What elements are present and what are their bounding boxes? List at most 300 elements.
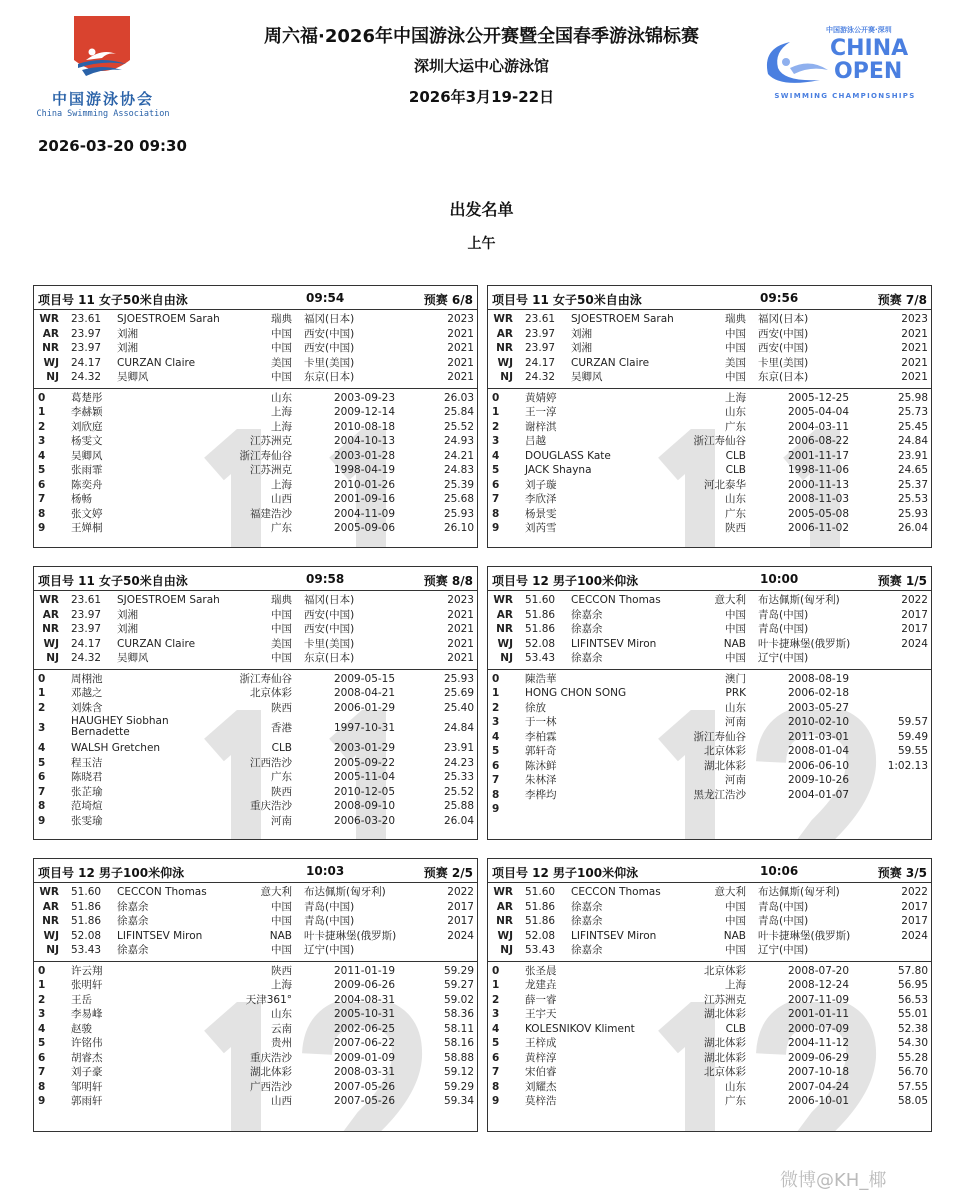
record-code: NR xyxy=(42,623,59,635)
records-table xyxy=(34,883,477,962)
lane-dob: 2004-11-09 xyxy=(334,507,396,520)
record-row xyxy=(488,651,931,666)
lane-dob: 2007-06-22 xyxy=(334,1037,396,1049)
lane-row xyxy=(488,463,931,478)
lane-team: 广东 xyxy=(271,771,292,783)
records-table xyxy=(34,591,477,670)
record-time: 53.43 xyxy=(525,652,556,664)
record-year: 2024 xyxy=(447,929,474,942)
record-name: CECCON Thomas xyxy=(571,594,661,606)
lane-time: 55.28 xyxy=(897,1051,928,1064)
lane-dob: 2006-03-20 xyxy=(334,814,396,827)
lane-dob: 2005-09-22 xyxy=(334,756,396,769)
lane-num: 0 xyxy=(38,964,46,977)
lane-team: PRK xyxy=(725,687,746,699)
lane-time: 24.65 xyxy=(897,464,928,476)
lane-dob: 2005-05-08 xyxy=(788,507,850,520)
record-code: WR xyxy=(39,313,59,325)
record-name: LIFINTSEV Miron xyxy=(571,637,657,650)
record-place: 布达佩斯(匈牙利) xyxy=(304,886,386,898)
lane-dob: 2009-06-29 xyxy=(788,1051,850,1064)
lane-team: 江苏洲克 xyxy=(250,464,292,476)
lane-dob: 2003-01-29 xyxy=(334,742,396,754)
lane-dob: 2005-11-04 xyxy=(334,771,396,783)
record-name: SJOESTROEM Sarah xyxy=(117,594,220,606)
record-place: 叶卡捷琳堡(俄罗斯) xyxy=(758,929,851,942)
record-place: 福冈(日本) xyxy=(304,313,355,325)
lane-row xyxy=(34,478,477,493)
record-cty: 中国 xyxy=(725,371,746,383)
lane-num: 7 xyxy=(492,1066,500,1078)
lane-dob: 2009-01-09 xyxy=(334,1051,396,1064)
lane-team: 山东 xyxy=(725,493,746,505)
lane-num: 0 xyxy=(492,964,500,977)
lane-time: 56.95 xyxy=(897,979,928,991)
lane-team: 北京体彩 xyxy=(704,745,746,757)
lane-row xyxy=(34,1094,477,1109)
lane-row xyxy=(34,978,477,993)
lane-row xyxy=(488,1022,931,1037)
record-place: 青岛(中国) xyxy=(758,915,809,927)
lane-dob: 2005-12-25 xyxy=(788,391,850,404)
lane-num: 1 xyxy=(492,979,500,991)
heat-time: 10:00 xyxy=(760,572,799,586)
lane-time: 25.93 xyxy=(443,507,474,520)
record-cty: 中国 xyxy=(271,623,292,635)
record-time: 24.32 xyxy=(71,652,102,664)
lane-time: 59.55 xyxy=(897,745,928,757)
lane-name: 刘姝含 xyxy=(71,701,103,714)
lane-dob: 2008-07-20 xyxy=(788,964,850,977)
record-place: 西安(中国) xyxy=(758,342,809,354)
lane-team: 福建浩沙 xyxy=(250,507,292,520)
record-row xyxy=(34,593,477,608)
lane-dob: 2004-10-13 xyxy=(334,435,396,447)
lane-name: 李欣泽 xyxy=(525,493,557,505)
lane-num: 3 xyxy=(492,716,500,728)
lane-num: 3 xyxy=(38,435,46,447)
lane-row xyxy=(34,701,477,716)
lane-name: HONG CHON SONG xyxy=(525,687,627,699)
lane-time: 58.88 xyxy=(443,1051,474,1064)
lane-num: 0 xyxy=(492,672,500,685)
record-code: NR xyxy=(496,342,513,354)
lane-name: 陈晓君 xyxy=(71,771,103,783)
lane-team: 陕西 xyxy=(271,964,292,977)
lane-list xyxy=(34,670,477,829)
lane-row xyxy=(488,715,931,730)
lane-team: 湖北体彩 xyxy=(704,1008,746,1020)
record-row xyxy=(488,327,931,342)
china-open-logo xyxy=(760,26,930,106)
record-year: 2023 xyxy=(447,594,474,606)
lane-dob: 1998-11-06 xyxy=(788,464,850,476)
lane-row xyxy=(34,492,477,507)
event-name: 项目号 11 女子50米自由泳 xyxy=(38,574,188,588)
lane-time: 25.52 xyxy=(443,420,474,433)
record-time: 23.97 xyxy=(71,608,102,621)
lane-num: 6 xyxy=(492,1051,500,1064)
lane-team: 河南 xyxy=(271,814,292,827)
record-year: 2021 xyxy=(447,356,474,369)
record-row xyxy=(34,370,477,385)
lane-team: 浙江寿仙谷 xyxy=(239,449,292,462)
lane-dob: 2007-10-18 xyxy=(788,1066,850,1078)
lane-dob: 1997-10-31 xyxy=(334,722,396,734)
lane-time: 59.29 xyxy=(443,1080,474,1093)
lane-time: 26.04 xyxy=(443,814,474,827)
record-code: WJ xyxy=(497,356,513,369)
lane-row xyxy=(488,1094,931,1109)
records-table xyxy=(488,591,931,670)
record-year: 2024 xyxy=(901,929,928,942)
lane-row xyxy=(488,744,931,759)
lane-dob: 2007-05-26 xyxy=(334,1095,396,1107)
record-code: AR xyxy=(42,327,59,340)
record-time: 51.60 xyxy=(71,886,102,898)
lane-name: WALSH Gretchen xyxy=(71,742,161,754)
records-table xyxy=(34,310,477,389)
record-place: 叶卡捷琳堡(俄罗斯) xyxy=(304,929,397,942)
heat-time: 09:54 xyxy=(306,291,345,305)
lane-team: CLB xyxy=(725,464,746,476)
record-year: 2017 xyxy=(901,623,928,635)
lane-time: 58.05 xyxy=(897,1095,928,1107)
lane-row xyxy=(488,759,931,774)
lane-name: 许铭伟 xyxy=(71,1037,103,1049)
lane-name: 薛一睿 xyxy=(525,993,557,1006)
lane-time: 25.93 xyxy=(897,507,928,520)
record-time: 24.32 xyxy=(71,371,102,383)
record-row xyxy=(488,900,931,915)
heat-header xyxy=(488,567,931,591)
lane-name: 陳浩華 xyxy=(525,672,557,685)
lane-row xyxy=(34,391,477,406)
lane-dob: 2004-01-07 xyxy=(788,788,850,801)
record-place: 卡里(美国) xyxy=(758,356,809,369)
record-time: 23.97 xyxy=(71,623,102,635)
lane-team: 广东 xyxy=(271,522,292,534)
lane-dob: 2009-12-14 xyxy=(334,406,396,418)
lane-name: 李易峰 xyxy=(71,1008,103,1020)
lane-num: 3 xyxy=(38,1008,46,1020)
lane-dob: 2008-08-19 xyxy=(788,672,850,685)
record-place: 西安(中国) xyxy=(304,623,355,635)
lane-time: 24.21 xyxy=(443,449,474,462)
lane-row xyxy=(34,741,477,756)
record-row xyxy=(488,593,931,608)
record-place: 东京(日本) xyxy=(304,371,355,383)
record-time: 52.08 xyxy=(71,929,102,942)
event-name: 项目号 11 女子50米自由泳 xyxy=(492,293,642,307)
lane-team: 香港 xyxy=(271,722,292,734)
lane-team: 湖北体彩 xyxy=(250,1066,292,1078)
org-name-en: China Swimming Association xyxy=(36,109,170,119)
lane-num: 9 xyxy=(38,814,46,827)
record-time: 51.86 xyxy=(525,900,556,913)
record-time: 23.97 xyxy=(71,342,102,354)
record-place: 西安(中国) xyxy=(304,608,355,621)
lane-name: 杨雯文 xyxy=(71,435,103,447)
lane-num: 5 xyxy=(492,1037,500,1049)
record-name: CECCON Thomas xyxy=(117,886,207,898)
lane-name: 郭雨轩 xyxy=(71,1095,103,1107)
record-cty: 中国 xyxy=(271,608,292,621)
lane-row xyxy=(488,701,931,716)
record-time: 51.60 xyxy=(525,886,556,898)
lane-num: 7 xyxy=(492,774,500,786)
lane-team: 重庆浩沙 xyxy=(250,800,292,812)
record-row xyxy=(34,356,477,371)
record-row xyxy=(34,608,477,623)
record-year: 2021 xyxy=(447,623,474,635)
lane-num: 7 xyxy=(38,785,46,798)
lane-row xyxy=(34,507,477,522)
record-time: 51.86 xyxy=(525,623,556,635)
record-year: 2017 xyxy=(447,900,474,913)
lane-num: 5 xyxy=(38,756,46,769)
lane-row xyxy=(488,993,931,1008)
record-row xyxy=(34,929,477,944)
lane-time: 25.39 xyxy=(443,478,474,491)
lane-num: 8 xyxy=(492,507,500,520)
record-row xyxy=(34,312,477,327)
lane-time: 57.55 xyxy=(897,1080,928,1093)
lane-dob: 2010-01-26 xyxy=(334,478,396,491)
org-name-cn: 中国游泳协会 xyxy=(51,90,154,108)
record-cty: 美国 xyxy=(725,356,746,369)
lane-num: 1 xyxy=(38,687,46,699)
lane-dob: 2003-09-23 xyxy=(334,391,396,404)
lane-name: 杨畅 xyxy=(71,493,92,505)
lane-team: 云南 xyxy=(271,1022,292,1035)
record-name: 徐嘉余 xyxy=(571,944,603,956)
lane-name: 王梓成 xyxy=(525,1037,557,1049)
record-code: WJ xyxy=(497,929,513,942)
lane-dob: 2006-10-01 xyxy=(788,1095,850,1107)
lane-num: 5 xyxy=(38,464,46,476)
record-year: 2017 xyxy=(901,900,928,913)
lane-name: 程玉洁 xyxy=(71,756,103,769)
record-year: 2021 xyxy=(447,608,474,621)
heat-panel xyxy=(487,858,932,1132)
record-place: 青岛(中国) xyxy=(758,608,809,621)
lane-num: 3 xyxy=(492,435,500,447)
lane-name: HAUGHEY Siobhan Bernadette xyxy=(71,715,169,738)
lane-time: 59.57 xyxy=(897,716,928,728)
record-cty: 中国 xyxy=(725,342,746,354)
record-name: 徐嘉余 xyxy=(571,915,603,927)
lane-team: 贵州 xyxy=(271,1037,292,1049)
record-cty: 意大利 xyxy=(714,886,746,898)
lane-team: 河北泰华 xyxy=(704,478,746,491)
lane-list xyxy=(34,962,477,1109)
record-cty: 瑞典 xyxy=(271,594,292,606)
lane-num: 9 xyxy=(492,803,500,815)
lane-num: 4 xyxy=(38,1022,46,1035)
lane-dob: 2011-03-01 xyxy=(788,730,850,743)
lane-name: 胡睿杰 xyxy=(71,1051,103,1064)
lane-team: 上海 xyxy=(725,979,746,991)
lane-name: 徐放 xyxy=(525,701,546,714)
record-place: 东京(日本) xyxy=(758,371,809,383)
lane-row xyxy=(34,672,477,687)
lane-row xyxy=(34,521,477,536)
record-cty: 中国 xyxy=(725,327,746,340)
record-year: 2021 xyxy=(901,327,928,340)
record-time: 23.97 xyxy=(525,342,556,354)
record-cty: 中国 xyxy=(271,371,292,383)
lane-num: 9 xyxy=(492,522,500,534)
record-code: NJ xyxy=(46,371,59,383)
lane-row xyxy=(488,478,931,493)
lane-team: 浙江寿仙谷 xyxy=(693,730,746,743)
lane-dob: 2000-11-13 xyxy=(788,478,850,491)
lane-team: CLB xyxy=(725,1022,746,1035)
record-year: 2017 xyxy=(901,915,928,927)
records-table xyxy=(488,310,931,389)
lane-team: 湖北体彩 xyxy=(704,759,746,772)
record-code: AR xyxy=(496,327,513,340)
lane-team: 浙江寿仙谷 xyxy=(239,672,292,685)
record-code: WJ xyxy=(43,637,59,650)
lane-num: 9 xyxy=(38,1095,46,1107)
heat-panel xyxy=(33,285,478,548)
lane-dob: 2001-11-17 xyxy=(788,449,850,462)
record-year: 2021 xyxy=(447,342,474,354)
record-name: 吴卿风 xyxy=(117,371,149,383)
lane-row xyxy=(34,463,477,478)
record-time: 24.17 xyxy=(71,637,102,650)
lane-num: 3 xyxy=(492,1008,500,1020)
lane-row xyxy=(488,978,931,993)
record-row xyxy=(34,651,477,666)
lane-team: 河南 xyxy=(725,774,746,786)
lane-dob: 2010-08-18 xyxy=(334,420,396,433)
lane-row xyxy=(34,405,477,420)
lane-name: 刘欣庭 xyxy=(71,420,103,433)
lane-name: 郭轩奇 xyxy=(525,745,557,757)
record-cty: 瑞典 xyxy=(725,313,746,325)
record-name: 刘湘 xyxy=(117,342,138,354)
lane-row xyxy=(488,686,931,701)
record-cty: NAB xyxy=(723,929,746,942)
lane-time: 25.88 xyxy=(443,800,474,812)
lane-num: 7 xyxy=(38,493,46,505)
record-cty: NAB xyxy=(269,929,292,942)
record-time: 51.60 xyxy=(525,594,556,606)
record-cty: 中国 xyxy=(725,915,746,927)
record-time: 24.32 xyxy=(525,371,556,383)
lane-name: 李桦均 xyxy=(525,788,557,801)
record-row xyxy=(488,622,931,637)
lane-row xyxy=(34,1022,477,1037)
record-time: 23.61 xyxy=(71,313,102,325)
lane-time: 58.11 xyxy=(443,1022,474,1035)
lane-name: 陈沐鲜 xyxy=(525,759,557,772)
lane-num: 8 xyxy=(38,800,46,812)
lane-name: 陈奕舟 xyxy=(71,478,103,491)
record-code: NJ xyxy=(46,944,59,956)
record-code: AR xyxy=(496,900,513,913)
record-name: 刘湘 xyxy=(571,327,592,340)
lane-name: 朱林泽 xyxy=(525,774,557,786)
lane-row xyxy=(34,1007,477,1022)
record-time: 51.86 xyxy=(525,915,556,927)
record-place: 辽宁(中国) xyxy=(758,652,809,664)
lane-dob: 2001-01-11 xyxy=(788,1008,850,1020)
record-row xyxy=(488,608,931,623)
lane-dob: 2003-05-27 xyxy=(788,701,850,714)
lane-team: 江苏洲克 xyxy=(250,435,292,447)
record-cty: 瑞典 xyxy=(271,313,292,325)
lane-time: 55.01 xyxy=(897,1008,928,1020)
lane-num: 5 xyxy=(492,745,500,757)
lane-row xyxy=(488,420,931,435)
lane-team: 广东 xyxy=(725,420,746,433)
lane-name: 葛楚彤 xyxy=(71,391,103,404)
record-code: WJ xyxy=(43,929,59,942)
record-cty: 中国 xyxy=(271,915,292,927)
lane-row xyxy=(34,715,477,741)
competition-title: 周六福·2026年中国游泳公开赛暨全国春季游泳锦标赛 xyxy=(264,26,699,47)
record-time: 23.61 xyxy=(525,313,556,325)
lane-team: 江西浩沙 xyxy=(250,756,292,769)
lane-name: 王一淳 xyxy=(525,406,557,418)
lane-row xyxy=(34,686,477,701)
lane-team: 上海 xyxy=(271,979,292,991)
record-name: CECCON Thomas xyxy=(571,886,661,898)
record-row xyxy=(488,637,931,652)
lane-name: 王宇天 xyxy=(525,1008,557,1020)
lane-row xyxy=(488,730,931,745)
lane-team: 北京体彩 xyxy=(250,687,292,699)
lane-time: 23.91 xyxy=(443,742,474,754)
lane-dob: 2009-06-26 xyxy=(334,979,396,991)
heat-panel xyxy=(487,285,932,548)
record-code: WR xyxy=(493,594,513,606)
heat-number: 预赛 1/5 xyxy=(877,574,927,588)
record-year: 2021 xyxy=(901,342,928,354)
lane-dob: 2007-05-26 xyxy=(334,1080,396,1093)
lane-team: 北京体彩 xyxy=(704,964,746,977)
record-row xyxy=(488,885,931,900)
record-row xyxy=(34,637,477,652)
heat-time: 09:56 xyxy=(760,291,799,305)
record-time: 52.08 xyxy=(525,929,556,942)
lane-team: 澳门 xyxy=(725,672,746,685)
lane-team: 陕西 xyxy=(271,785,292,798)
weibo-watermark: 微博@KH_椰 xyxy=(780,1170,887,1191)
record-row xyxy=(488,341,931,356)
lane-dob: 2006-06-10 xyxy=(788,759,850,772)
lane-dob: 2005-10-31 xyxy=(334,1008,396,1020)
event-name: 项目号 12 男子100米仰泳 xyxy=(38,866,185,880)
lane-name: 张芷瑜 xyxy=(71,785,103,798)
lane-num: 8 xyxy=(492,1080,500,1093)
lane-row xyxy=(488,672,931,687)
lane-row xyxy=(34,420,477,435)
record-year: 2023 xyxy=(901,313,928,325)
record-year: 2017 xyxy=(447,915,474,927)
lane-time: 1:02.13 xyxy=(887,759,928,772)
lane-team: 江苏洲克 xyxy=(704,993,746,1006)
lane-time: 24.84 xyxy=(443,722,474,734)
record-code: WR xyxy=(493,313,513,325)
lane-name: 吕越 xyxy=(525,435,546,447)
record-name: SJOESTROEM Sarah xyxy=(571,313,674,325)
record-place: 辽宁(中国) xyxy=(304,944,355,956)
